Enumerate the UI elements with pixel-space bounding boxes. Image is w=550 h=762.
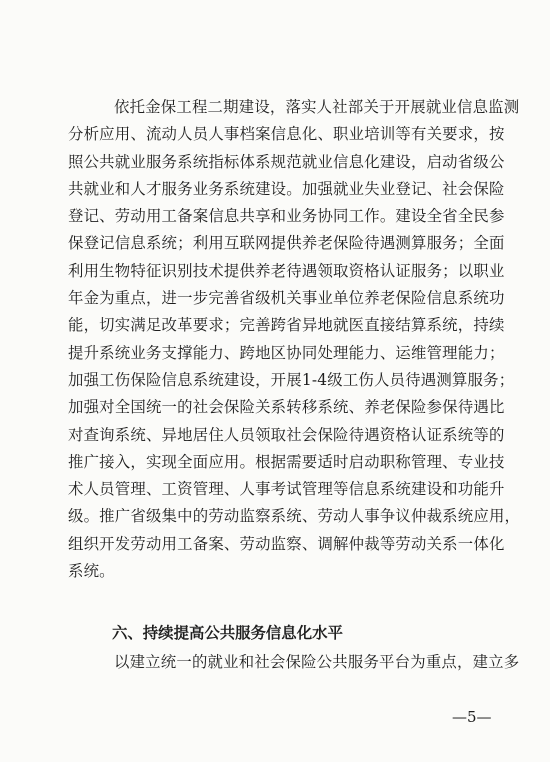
paragraph-line: 加强工伤保险信息系统建设，开展1-4级工伤人员待遇测算服务； [68,370,515,389]
paragraph-line: 组织开发劳动用工备案、劳动监察、调解仲裁等劳动关系一体化 [68,534,505,553]
paragraph-line: 级。推广省级集中的劳动监察系统、劳动人事争议仲裁系统应用， [68,507,521,526]
paragraph-body-2 [68,649,520,676]
paragraph-line: 年金为重点，进一步完善省级机关事业单位养老保险信息系统功 [68,289,505,308]
paragraph-line: 登记、劳动用工备案信息共享和业务协同工作。建设全省全民参 [68,207,505,226]
paragraph-line: 照公共就业服务系统指标体系规范就业信息化建设，启动省级公 [68,152,505,171]
paragraph-line: 能，切实满足改革要求；完善跨省异地就医直接结算系统，持续 [68,316,505,335]
paragraph-line: 系统。 [68,562,115,581]
paragraph-line: 保登记信息系统；利用互联网提供养老保险待遇测算服务；全面 [68,234,505,253]
paragraph-line: 依托金保工程二期建设，落实人社部关于开展就业信息监测 [114,98,520,116]
paragraph-line: 术人员管理、工资管理、人事考试管理等信息系统建设和功能升 [68,480,505,499]
paragraph-line: 推广接入，实现全面应用。根据需要适时启动职称管理、专业技 [68,452,505,471]
paragraph-line: 利用生物特征识别技术提供养老待遇领取资格认证服务；以职业 [68,261,505,280]
section-heading: 六、持续提高公共服务信息化水平 [112,624,343,642]
paragraph-line: 分析应用、流动人员人事档案信息化、职业培训等有关要求，按 [68,125,505,144]
paragraph-line: 对查询系统、异地居住人员领取社会保险待遇资格认证系统等的 [68,425,505,444]
paragraph-line: 提升系统业务支撑能力、跨地区协同处理能力、运维管理能力； [68,343,505,362]
page-number: —5— [452,708,492,726]
paragraph-line: 共就业和人才服务业务系统建设。加强就业失业登记、社会保险 [68,179,505,198]
paragraph-line: 加强对全国统一的社会保险关系转移系统、养老保险参保待遇比 [68,398,505,417]
paragraph-line: 以建立统一的就业和社会保险公共服务平台为重点，建立多 [114,653,520,671]
paragraph-body [68,94,521,585]
